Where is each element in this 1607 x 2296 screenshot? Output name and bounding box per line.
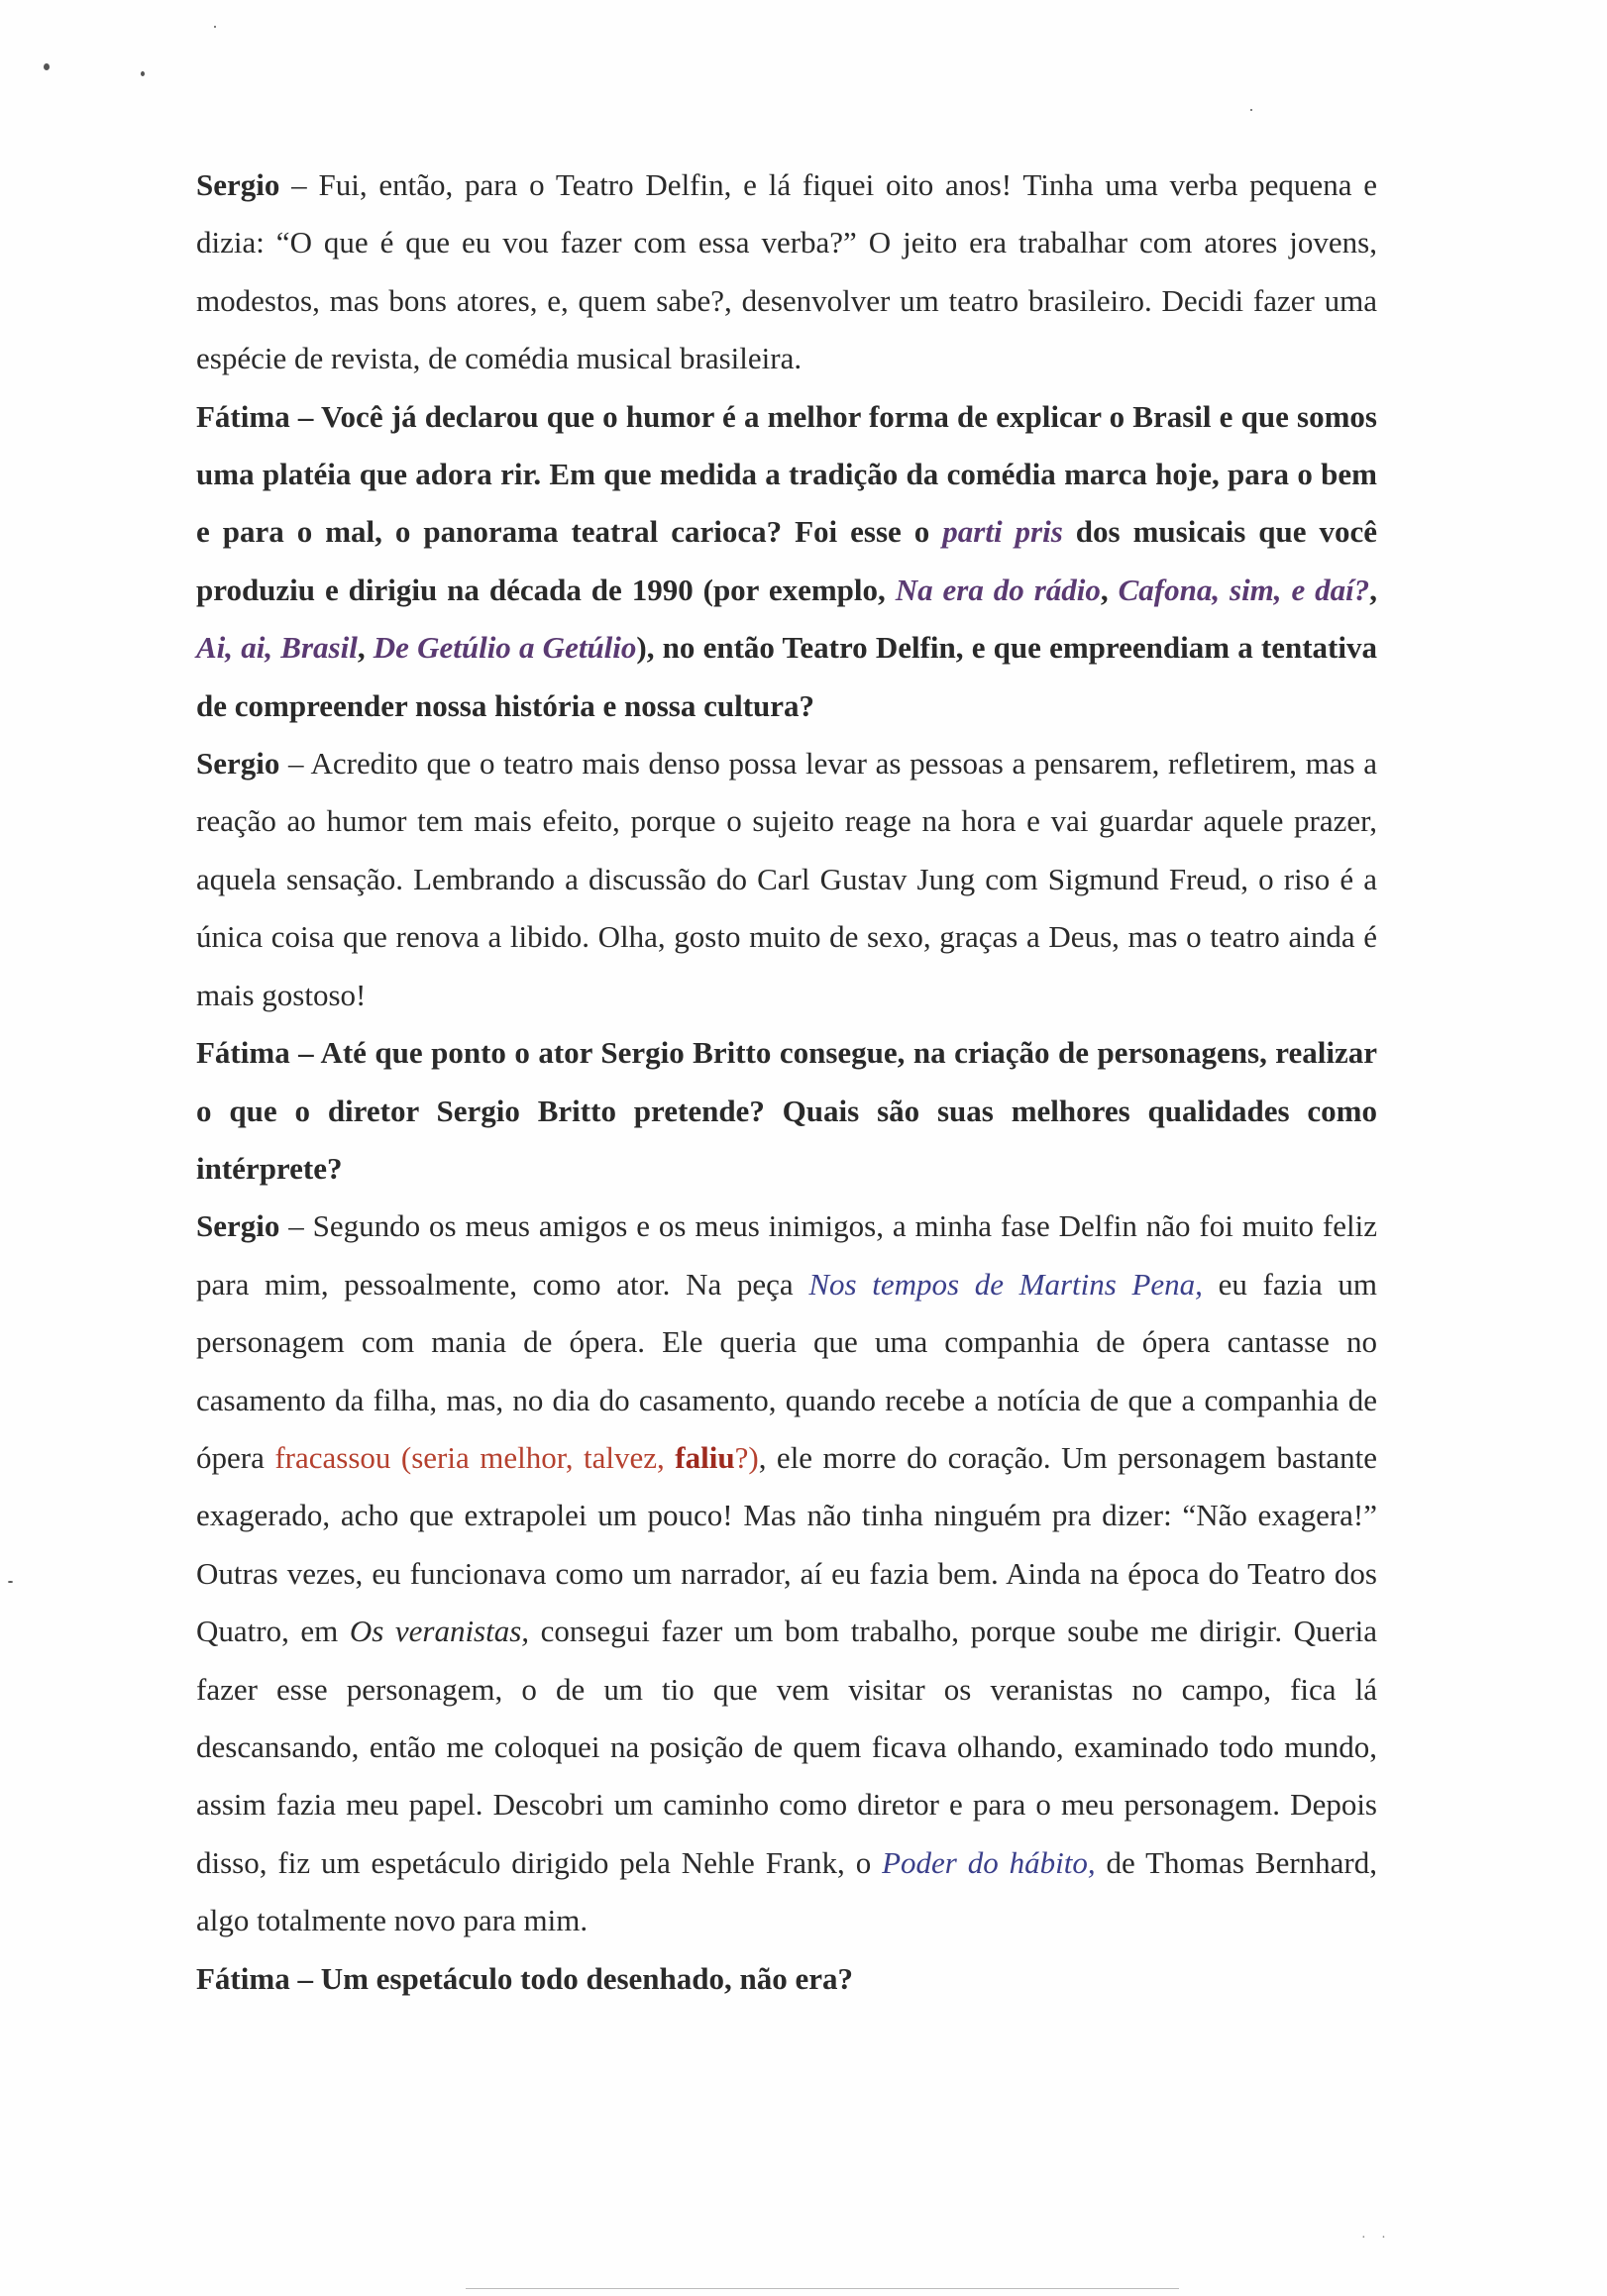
scan-speck — [44, 63, 50, 70]
speaker-name: Fátima — [196, 398, 290, 434]
answer-text: Acredito que o teatro mais denso possa levar as pessoas a pensarem, refletirem, mas a reação ao humor tem mais efeito, porque o sujeito reage na hora e vai guardar aquele prazer, aquela sensação. Lembrando a discussão do Carl Gustav Jung com Sigmund Freud, o riso é a única coisa que renova a libido. Olha, gosto muito de sexo, graças a Deus, mas o teatro ainda é mais gostoso! — [196, 746, 1377, 1012]
red-annotation: fracassou (seria melhor, talvez, — [274, 1439, 676, 1475]
question-paragraph: Fátima – Você já declarou que o humor é a melhor forma de explicar o Brasil e que somos uma platéia que adora rir. Em que medida a tradição da comédia marca hoje, para o bem e para o mal, o panorama teatral carioca? Foi esse o parti pris dos musicais que você produziu e dirigiu na década de 1990 (por exemplo, Na era do rádio, Cafona, sim, e daí?, Ai, ai, Brasil, De Getúlio a Getúlio), no então Teatro Delfin, e que empreendiam a tentativa de compreender nossa história e nossa cultura? — [196, 398, 1378, 723]
play-title: Os veranistas, — [349, 1614, 530, 1649]
question-text: Até que ponto o ator Sergio Britto consegue, na criação de personagens, realizar o que o diretor Sergio Britto pretende? Quais são suas melhores qualidades como intérprete? — [196, 1035, 1377, 1186]
play-title: Nos tempos de Martins Pena, — [808, 1266, 1203, 1302]
answer-paragraph: Sergio – Segundo os meus amigos e os meus inimigos, a minha fase Delfin não foi muito feliz para mim, pessoalmente, como ator. Na peça Nos tempos de Martins Pena, eu fazia um personagem com mania de ópera. Ele queria que uma companhia de ópera cantasse no casamento da filha, mas, no dia do casamento, quando recebe a notícia de que a companhia de ópera fracassou (seria melhor, talvez, faliu?), ele morre do coração. Um personagem bastante exagerado, acho que extrapolei um pouco! Mas não tinha ninguém pra dizer: “Não exagera!” Outras vezes, eu funcionava como um narrador, aí eu fazia bem. Ainda na época do Teatro dos Quatro, em Os veranistas, consegui fazer um bom trabalho, porque soube me dirigir. Queria fazer esse personagem, o de um tio que vem visitar os veranistas no campo, fica lá descansando, então me coloquei na posição de quem ficava olhando, examinado todo mundo, assim fazia meu papel. Descobri um caminho como diretor e para o meu personagem. Depois disso, fiz um espetáculo dirigido pela Nehle Frank, o Poder do hábito, de Thomas Bernhard, algo totalmente novo para mim. — [196, 1208, 1378, 1938]
play-title: Poder do hábito, — [882, 1844, 1096, 1880]
interview-transcript — [196, 157, 1377, 2008]
scan-edge-line — [466, 2288, 1179, 2289]
question-paragraph: Fátima – Um espetáculo todo desenhado, não era? — [196, 1960, 854, 1996]
italic-term: parti pris — [942, 514, 1063, 550]
question-text: Um espetáculo todo desenhado, não era? — [320, 1960, 854, 1996]
question-text: Você já declarou que o humor é a melhor forma de explicar o Brasil e que somos uma platéia que adora rir. Em que medida a tradição da comédia marca hoje, para o bem e para o mal, o panorama teatral carioca? Foi esse o — [196, 398, 1377, 550]
speaker-name: Sergio — [196, 167, 280, 202]
answer-text: Fui, então, para o Teatro Delfin, e lá fiquei oito anos! Tinha uma verba pequena e dizia: “O que é que eu vou fazer com essa verba?” O jeito era trabalhar com atores jovens, modestos, mas bons atores, e, quem sabe?, desenvolver um teatro brasileiro. Decidi fazer uma espécie de revista, de comédia musical brasileira. — [196, 167, 1377, 376]
speaker-name: Sergio — [196, 1208, 280, 1244]
speaker-name: Sergio — [196, 746, 280, 782]
show-title: Cafona, sim, e daí? — [1118, 572, 1370, 607]
red-annotation: ?) — [734, 1439, 759, 1475]
speaker-name: Fátima — [196, 1035, 290, 1071]
answer-paragraph: Sergio – Fui, então, para o Teatro Delfin, e lá fiquei oito anos! Tinha uma verba pequena e dizia: “O que é que eu vou fazer com essa verba?” O jeito era trabalhar com atores jovens, modestos, mas bons atores, e, quem sabe?, desenvolver um teatro brasileiro. Decidi fazer uma espécie de revista, de comédia musical brasileira. — [196, 167, 1377, 376]
show-title: Ai, ai, Brasil — [196, 630, 358, 666]
question-paragraph: Fátima – Até que ponto o ator Sergio Britto consegue, na criação de personagens, realizar o que o diretor Sergio Britto pretende? Quais são suas melhores qualidades como intérprete? — [196, 1035, 1377, 1186]
show-title: Na era do rádio — [895, 572, 1101, 607]
scan-speck — [214, 26, 216, 28]
answer-text: Segundo os meus amigos e os meus inimigos, a minha fase Delfin não foi muito feliz para mim, pessoalmente, como ator. Na peça — [196, 1208, 1377, 1302]
scan-speck — [141, 71, 145, 76]
scan-speck — [1250, 109, 1252, 111]
red-annotation-bold: faliu — [675, 1439, 735, 1475]
page-mark: · · — [1361, 2231, 1392, 2245]
show-title: De Getúlio a Getúlio — [373, 630, 637, 666]
answer-paragraph: Sergio – Acredito que o teatro mais denso possa levar as pessoas a pensarem, refletirem, mas a reação ao humor tem mais efeito, porque o sujeito reage na hora e vai guardar aquele prazer, aquela sensação. Lembrando a discussão do Carl Gustav Jung com Sigmund Freud, o riso é a única coisa que renova a libido. Olha, gosto muito de sexo, graças a Deus, mas o teatro ainda é mais gostoso! — [196, 746, 1377, 1012]
speaker-name: Fátima — [196, 1960, 290, 1996]
scan-speck — [8, 1581, 13, 1583]
